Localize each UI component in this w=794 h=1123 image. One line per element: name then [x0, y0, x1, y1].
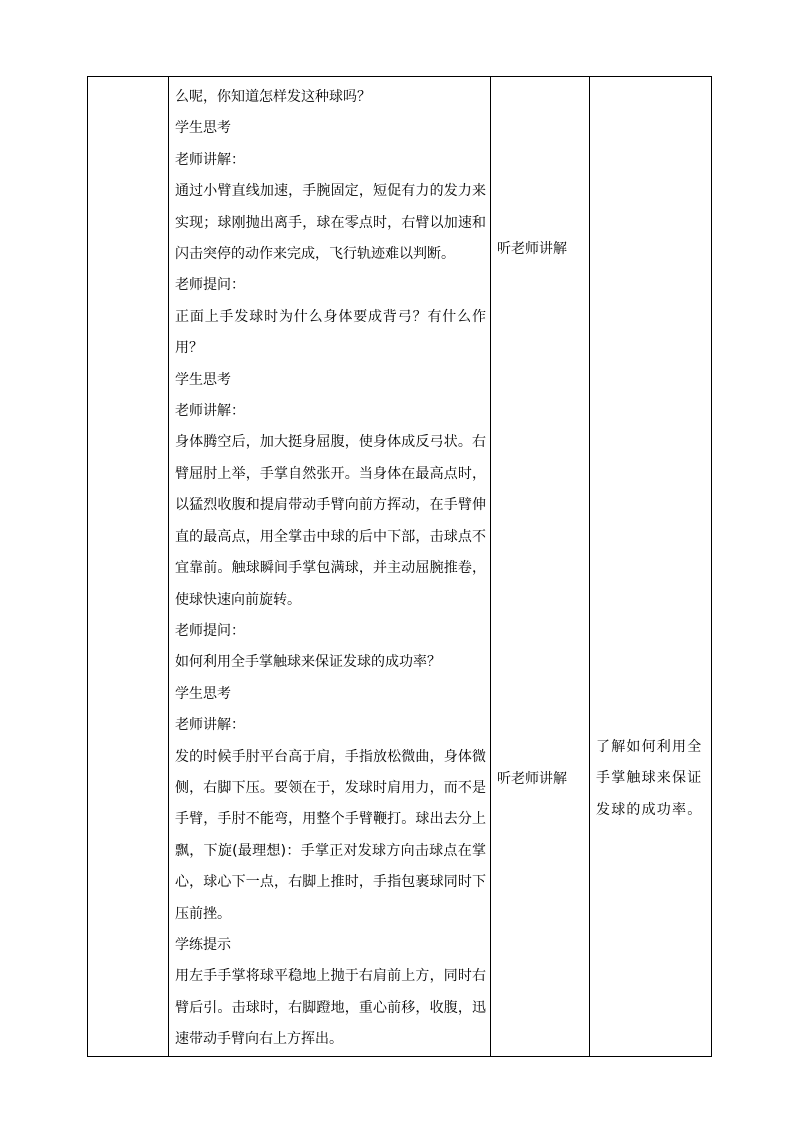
- content-paragraph: 发的时候手肘平台高于肩，手指放松微曲，身体微侧，右脚下压。要领在于，发球时肩用力，而不是手臂，手肘不能弯，用整个手臂鞭打。球出去分上飘，下旋(最理想)：手掌正对发球方向击球点在掌心，球心下一点，右脚上推时，手指包裹球同时下压前挫。: [175, 748, 486, 922]
- content-paragraph: 用左手手掌将球平稳地上抛于右肩前上方，同时右臂后引。击球时，右脚蹬地，重心前移，收腹，迅速带动手臂向右上方挥出。: [175, 968, 486, 1048]
- teacher-content: [169, 77, 490, 1056]
- content-paragraph: 如何利用全手掌触球来保证发球的成功率？: [175, 654, 441, 671]
- content-paragraph: 通过小臂直线加速，手腕固定，短促有力的发力来实现；球刚抛出离手，球在零点时，右臂以加速和闪击突停的动作来完成，飞行轨迹难以判断。: [175, 183, 486, 263]
- content-paragraph: 老师讲解：: [175, 717, 245, 734]
- content-paragraph: 么呢，你知道怎样发这种球吗？: [175, 89, 371, 105]
- table-row: [88, 77, 712, 1057]
- teacher-content-cell: [169, 77, 491, 1057]
- content-paragraph: 学生思考: [175, 371, 231, 388]
- content-paragraph: 老师讲解：: [175, 403, 245, 420]
- student-activity-cell: [491, 77, 590, 1057]
- content-paragraph: 身体腾空后，加大挺身屈腹，使身体成反弓状。右臂屈肘上举，手掌自然张开。当身体在最高点时，以猛烈收腹和提肩带动手臂向前方挥动，在手臂伸直的最高点，用全掌击中球的后中下部，击球点不宜靠前。触球瞬间手掌包满球，并主动屈腕推卷，使球快速向前旋转。: [175, 434, 486, 608]
- student-activity-note: 听老师讲解: [497, 771, 567, 787]
- content-paragraph: 学练提示: [175, 936, 231, 953]
- content-paragraph: 学生思考: [175, 120, 231, 137]
- design-intent-text: 了解如何利用全手掌触球来保证发球的成功率。: [596, 739, 703, 818]
- content-paragraph: 老师提问：: [175, 622, 245, 639]
- design-intent-cell: [590, 77, 712, 1057]
- lesson-plan-table: [87, 76, 712, 1057]
- content-paragraph: 正面上手发球时为什么身体要成背弓？有什么作用？: [175, 308, 486, 357]
- student-activity-note: 听老师讲解: [497, 241, 567, 257]
- content-paragraph: 老师讲解：: [175, 151, 245, 168]
- section-column-cell: [88, 77, 169, 1057]
- content-paragraph: 老师提问：: [175, 277, 245, 294]
- content-paragraph: 学生思考: [175, 685, 231, 702]
